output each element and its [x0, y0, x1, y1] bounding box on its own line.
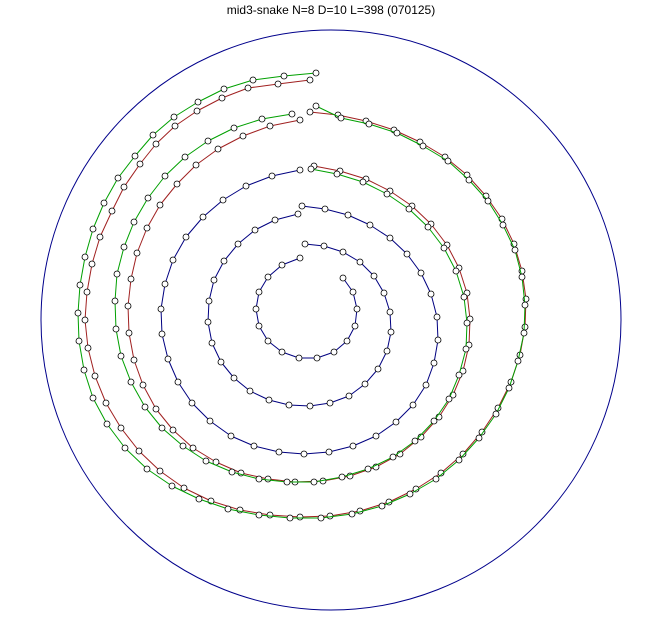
data-point — [307, 109, 313, 115]
data-point — [410, 402, 416, 408]
data-point — [522, 324, 528, 330]
data-point — [446, 396, 452, 402]
data-point — [318, 515, 324, 521]
data-point — [500, 222, 506, 228]
data-point — [82, 254, 88, 260]
data-point — [390, 454, 396, 460]
data-point — [267, 512, 273, 518]
data-point — [109, 208, 115, 214]
series-line — [115, 114, 467, 482]
data-point — [209, 340, 215, 346]
data-point — [311, 479, 317, 485]
data-point — [181, 485, 187, 491]
data-point — [418, 270, 424, 276]
data-point — [297, 117, 303, 123]
data-point — [169, 483, 175, 489]
data-point — [215, 146, 221, 152]
data-point — [240, 133, 246, 139]
data-point — [279, 262, 285, 268]
data-point — [284, 479, 290, 485]
data-point — [445, 158, 451, 164]
data-point — [207, 418, 213, 424]
data-point — [183, 234, 189, 240]
data-point — [115, 175, 121, 181]
data-point — [245, 85, 251, 91]
data-point — [463, 346, 469, 352]
data-point — [76, 338, 82, 344]
series-line — [256, 258, 357, 358]
data-point — [219, 95, 225, 101]
data-point — [132, 153, 138, 159]
data-point — [150, 132, 156, 138]
data-point — [307, 403, 313, 409]
data-point — [375, 366, 381, 372]
data-point — [349, 511, 355, 517]
data-point — [373, 433, 379, 439]
data-point — [228, 433, 234, 439]
data-point — [340, 249, 346, 255]
data-point — [128, 379, 134, 385]
data-point — [128, 276, 134, 282]
data-point — [296, 355, 302, 361]
data-point — [220, 197, 226, 203]
data-point — [326, 449, 332, 455]
data-point — [307, 77, 313, 83]
data-point — [90, 395, 96, 401]
data-point — [407, 491, 413, 497]
data-point — [211, 277, 217, 283]
data-point — [322, 206, 328, 212]
data-point — [104, 421, 110, 427]
data-point — [276, 449, 282, 455]
data-point — [339, 474, 345, 480]
series-mid-green-spiral — [112, 111, 470, 485]
data-point — [360, 179, 366, 185]
data-point — [272, 217, 278, 223]
data-point — [269, 173, 275, 179]
data-point — [221, 258, 227, 264]
data-point — [420, 143, 426, 149]
data-point — [352, 323, 358, 329]
data-point — [231, 125, 237, 131]
data-point — [243, 183, 249, 189]
data-point — [345, 212, 351, 218]
data-point — [412, 438, 418, 444]
data-point — [321, 243, 327, 249]
data-point — [193, 162, 199, 168]
data-point — [384, 348, 390, 354]
data-point — [338, 115, 344, 121]
data-point — [394, 130, 400, 136]
data-point — [194, 108, 200, 114]
data-point — [103, 400, 109, 406]
series-line — [128, 120, 470, 482]
data-point — [81, 367, 87, 373]
data-point — [145, 195, 151, 201]
data-point — [379, 503, 385, 509]
data-point — [171, 114, 177, 120]
data-point — [493, 411, 499, 417]
data-point — [515, 358, 521, 364]
data-point — [251, 443, 257, 449]
data-point — [506, 385, 512, 391]
data-point — [265, 274, 271, 280]
data-point — [384, 191, 390, 197]
data-point — [453, 268, 459, 274]
data-point — [366, 121, 372, 127]
data-point — [189, 400, 195, 406]
data-point — [131, 219, 137, 225]
data-point — [295, 211, 301, 217]
data-point — [196, 496, 202, 502]
data-point — [308, 166, 314, 172]
data-point — [286, 402, 292, 408]
data-point — [387, 235, 393, 241]
data-point — [404, 251, 410, 257]
data-point — [350, 289, 356, 295]
data-point — [253, 306, 259, 312]
data-point — [247, 388, 253, 394]
data-point — [256, 476, 262, 482]
data-point — [256, 289, 262, 295]
data-point — [157, 468, 163, 474]
data-point — [112, 298, 118, 304]
data-point — [350, 443, 356, 449]
data-point — [121, 184, 127, 190]
data-point — [97, 234, 103, 240]
data-point — [393, 419, 399, 425]
data-point — [423, 382, 429, 388]
data-point — [144, 466, 150, 472]
data-point — [231, 375, 237, 381]
data-point — [299, 203, 305, 209]
data-point — [89, 261, 95, 267]
data-point — [190, 445, 196, 451]
data-point — [331, 349, 337, 355]
data-point — [118, 425, 124, 431]
boundary-circle — [41, 30, 621, 610]
data-point — [121, 244, 127, 250]
data-point — [466, 177, 472, 183]
data-point — [425, 224, 431, 230]
data-point — [182, 154, 188, 160]
data-point — [250, 77, 256, 83]
data-point — [153, 141, 159, 147]
data-point — [84, 289, 90, 295]
data-point — [122, 445, 128, 451]
data-point — [159, 331, 165, 337]
data-point — [125, 303, 131, 309]
chart-svg — [0, 18, 662, 635]
data-point — [157, 202, 163, 208]
data-point — [75, 310, 81, 316]
data-point — [334, 171, 340, 177]
data-point — [297, 167, 303, 173]
data-point — [381, 290, 387, 296]
data-point — [235, 241, 241, 247]
data-point — [476, 435, 482, 441]
page-title: mid3-snake N=8 D=10 L=398 (070125) — [226, 3, 436, 17]
data-point — [137, 161, 143, 167]
data-point — [434, 314, 440, 320]
data-point — [252, 227, 258, 233]
data-point — [101, 200, 107, 206]
data-point — [136, 448, 142, 454]
data-point — [256, 323, 262, 329]
data-point — [205, 319, 211, 325]
data-point — [126, 330, 132, 336]
data-point — [142, 404, 148, 410]
data-point — [461, 294, 467, 300]
data-point — [406, 206, 412, 212]
data-point — [344, 338, 350, 344]
data-point — [354, 306, 360, 312]
series-inner-blue-spiral — [158, 167, 441, 457]
data-point — [327, 513, 333, 519]
data-point — [134, 250, 140, 256]
data-point — [297, 255, 303, 261]
data-point — [82, 317, 88, 323]
data-point — [113, 326, 119, 332]
data-point — [301, 451, 307, 457]
data-point — [170, 427, 176, 433]
data-point — [289, 111, 295, 117]
data-point — [519, 274, 525, 280]
data-point — [512, 247, 518, 253]
data-point — [302, 241, 308, 247]
data-point — [85, 345, 91, 351]
data-point — [313, 103, 319, 109]
data-point — [158, 306, 164, 312]
data-point — [346, 393, 352, 399]
series-innermost-blue — [253, 255, 360, 361]
data-point — [362, 381, 368, 387]
data-point — [203, 458, 209, 464]
data-point — [433, 476, 439, 482]
data-point — [522, 302, 528, 308]
data-point — [485, 198, 491, 204]
data-point — [225, 506, 231, 512]
data-point — [200, 214, 206, 220]
series-line — [78, 73, 525, 518]
data-point — [90, 226, 96, 232]
data-point — [256, 512, 262, 518]
data-point — [387, 309, 393, 315]
data-point — [114, 271, 120, 277]
data-point — [340, 275, 346, 281]
data-point — [162, 281, 168, 287]
data-point — [206, 298, 212, 304]
data-point — [499, 216, 505, 222]
data-point — [281, 73, 287, 79]
data-point — [357, 259, 363, 265]
data-point — [456, 457, 462, 463]
series-inner-blue-core — [205, 211, 394, 409]
data-point — [144, 225, 150, 231]
data-point — [431, 418, 437, 424]
data-point — [172, 123, 178, 129]
data-point — [327, 400, 333, 406]
data-point — [441, 245, 447, 251]
data-point — [313, 70, 319, 76]
data-point — [365, 466, 371, 472]
data-point — [275, 81, 281, 87]
data-point — [153, 406, 159, 412]
data-point — [428, 291, 434, 297]
data-point — [195, 99, 201, 105]
data-point — [229, 469, 235, 475]
data-point — [297, 514, 303, 520]
data-point — [314, 355, 320, 361]
data-point — [92, 373, 98, 379]
data-point — [77, 282, 83, 288]
data-point — [131, 357, 137, 363]
data-point — [521, 330, 527, 336]
data-point — [279, 349, 285, 355]
data-point — [165, 356, 171, 362]
data-point — [371, 273, 377, 279]
data-point — [140, 382, 146, 388]
data-point — [388, 329, 394, 335]
data-point — [367, 222, 373, 228]
data-point — [287, 515, 293, 521]
data-point — [162, 173, 168, 179]
data-point — [456, 372, 462, 378]
data-point — [159, 425, 165, 431]
data-point — [266, 397, 272, 403]
data-point — [170, 257, 176, 263]
data-point — [431, 360, 437, 366]
data-point — [464, 320, 470, 326]
data-point — [265, 476, 271, 482]
data-point — [267, 123, 273, 129]
data-point — [180, 443, 186, 449]
data-point — [174, 181, 180, 187]
data-point — [259, 116, 265, 122]
data-point — [265, 338, 271, 344]
data-point — [205, 138, 211, 144]
data-point — [218, 359, 224, 365]
data-point — [221, 86, 227, 92]
plot-canvas — [0, 18, 662, 635]
data-point — [118, 353, 124, 359]
data-point — [175, 379, 181, 385]
data-point — [435, 337, 441, 343]
